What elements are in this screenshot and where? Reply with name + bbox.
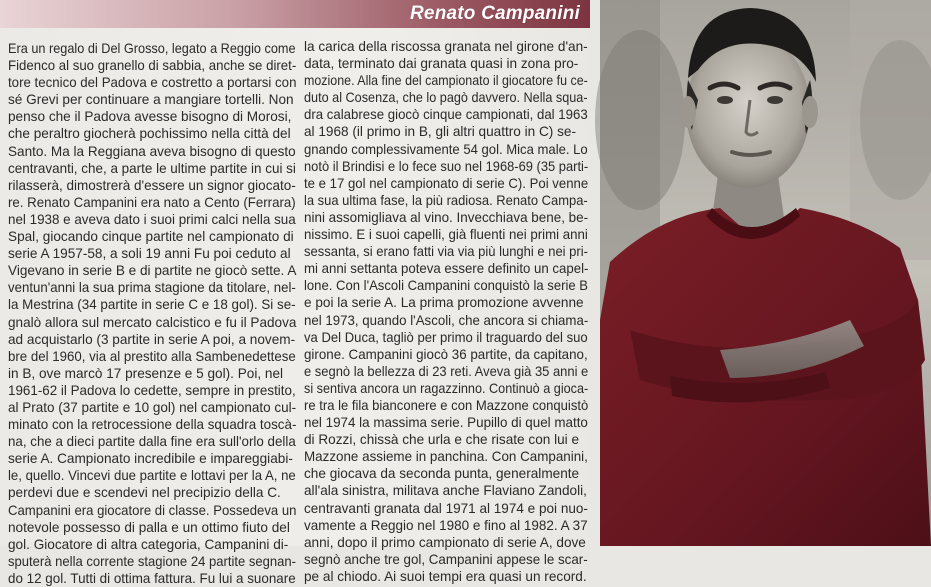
article-line: al 1968 (il primo in B, gli altri quattro in C) se- bbox=[304, 124, 576, 140]
article-line: rilasserà, dimostrerà d'essere un signor giocato- bbox=[8, 177, 296, 193]
article-column-left bbox=[8, 40, 296, 587]
article-line: segnò anche tre gol, Campanini appese le scar- bbox=[304, 551, 588, 567]
article-line: Mazzone assieme in panchina. Con Campanini, bbox=[304, 449, 588, 465]
article-line: penso che il Padova avesse bisogno di Morosi, bbox=[8, 109, 292, 125]
article-line: che giocava da seconda punta, generalmente bbox=[304, 466, 580, 482]
article-line: e segnò la bellezza di 23 reti. Aveva già 35 anni e bbox=[304, 363, 589, 379]
article-line: pe al chiodo. Ai suoi tempi era quasi un record. bbox=[304, 568, 587, 584]
article-line: nel 1938 e aveva dato i suoi primi calci nella sua bbox=[8, 211, 296, 227]
article-line: mi anni settanta poteva essere definito un capel- bbox=[304, 261, 589, 277]
article-line: Campanini era giocatore di classe. Possedeva un bbox=[8, 502, 297, 518]
player-photo bbox=[600, 0, 931, 546]
article-line: re. Renato Campanini era nato a Cento (Ferrara) bbox=[8, 194, 296, 210]
article-line: ventun'anni la sua prima stagione da titolare, nel- bbox=[8, 280, 296, 296]
article-title: Renato Campanini bbox=[410, 3, 580, 24]
article-line: va Del Duca, tagliò per primo il traguardo del suo bbox=[304, 329, 588, 345]
article-line: lone. Con l'Ascoli Campanini conquistò la serie B bbox=[304, 278, 589, 294]
article-line: e poi la serie A. La prima promozione avvenne bbox=[304, 295, 584, 311]
article-line: duto al Cosenza, che lo pagò davvero. Nella squa- bbox=[304, 90, 588, 106]
article-line: tore tecnico del Padova e costretto a portarsi con bbox=[8, 75, 297, 91]
article-line: dra calabrese giocò cinque campionati, dal 1963 bbox=[304, 107, 588, 123]
article-line: gnando complessivamente 54 gol. Mica male. Lo bbox=[304, 141, 588, 157]
article-line: serie A. Campionato incredibile e impareggiabi- bbox=[8, 451, 293, 467]
article-line: 1961-62 il Padova lo cedette, sempre in prestito, bbox=[8, 382, 296, 398]
article-line: centravanti granata dal 1971 al 1974 e poi nuo- bbox=[304, 500, 588, 516]
article-line: Spal, giocando cinque partite nel campionato di bbox=[8, 229, 294, 245]
article-line: sé Grevi per continuare a mangiare tortelli. Non bbox=[8, 92, 294, 108]
article-line: do 12 gol. Tutti di ottima fattura. Fu lui a suonare bbox=[8, 570, 296, 586]
article-line: Santo. Ma la Reggiana aveva bisogno di questo bbox=[8, 143, 296, 159]
article-line: minato con la retrocessione della squadra toscà- bbox=[8, 417, 297, 433]
article-line: nel 1973, quando l'Ascoli, che ancora si chiama- bbox=[304, 312, 589, 328]
article-line: girone. Campanini giocò 36 partite, da capitano, bbox=[304, 346, 588, 362]
article-line: all'ala sinistra, militava anche Flaviano Zandoli, bbox=[304, 483, 587, 499]
article-line: te e 17 gol nel campionato di serie C). Poi venne bbox=[304, 175, 589, 191]
article-line: Fidenco al suo granello di sabbia, anche se diret- bbox=[8, 58, 297, 74]
article-line: la Mestrina (34 partite in serie C e 18 gol). Si se- bbox=[8, 297, 296, 313]
article-line: centravanti, che, a parte le ultime partite in cui si bbox=[8, 160, 296, 176]
article-line: perdevi due e scendevi nel precipizio della C. bbox=[8, 485, 281, 501]
article-line: Vigevano in serie B e di partite ne giocò sette. A bbox=[8, 263, 297, 279]
article-line: vamente a Reggio nel 1980 e fino al 1982. A 37 bbox=[304, 517, 588, 533]
article-line: gol. Giocatore di altra categoria, Campanini di- bbox=[8, 536, 289, 552]
article-line: bre del 1960, via al prestito alla Sambenedettese bbox=[8, 348, 296, 364]
article-line: che peraltro giocherà pochissimo nella città del bbox=[8, 126, 291, 142]
article-line: na, che a dieci partite dalla fine era sull'orlo della bbox=[8, 434, 296, 450]
article-line: nel 1974 la massima serie. Pupillo di quel matto bbox=[304, 415, 588, 431]
article-line: le, quello. Vincevi due partite e lottavi per la A, ne bbox=[8, 468, 296, 484]
article-line: la sua ultima fase, la più radiosa. Renato Campa- bbox=[304, 192, 588, 208]
article-line: nini assomigliava al vino. Invecchiava bene, be- bbox=[304, 209, 589, 225]
player-portrait-image bbox=[600, 0, 931, 546]
article-line: mozione. Alla fine del campionato il giocatore fu ce- bbox=[304, 73, 588, 89]
article-line: notevole possesso di palla e un ottimo fiuto del bbox=[8, 519, 290, 535]
article-line: notò il Brindisi e lo fece suo nel 1968-69 (35 parti- bbox=[304, 158, 589, 174]
article-line: al Prato (37 partite e 10 gol) nel campionato cul- bbox=[8, 399, 297, 415]
article-line: la carica della riscossa granata nel girone d'an- bbox=[304, 39, 588, 54]
article-column-right bbox=[304, 38, 588, 585]
article-line: di Rozzi, chissà che urla e che risate con lui e bbox=[304, 432, 580, 448]
article-line: serie A 1957-58, a soli 19 anni Fu poi ceduto al bbox=[8, 246, 291, 262]
article-line: si sentiva ancora un ragazzinno. Continuò a gioca- bbox=[304, 380, 589, 396]
article-line: sputerà nella corrente stagione 24 partite segnan- bbox=[8, 553, 297, 569]
article-line: data, terminato dai granata quasi in zona pro- bbox=[304, 56, 579, 72]
article-line: ad acquistarlo (3 partite in serie A poi, a novem- bbox=[8, 331, 296, 347]
article-line: re tra le fila bianconere e con Mazzone conquistò bbox=[304, 397, 589, 413]
article-line: gnalò allora sul mercato calcistico e fu il Padova bbox=[8, 314, 297, 330]
article-line: nissimo. E i suoi capelli, già fluenti nei primi anni bbox=[304, 227, 588, 243]
article-line: anni, dopo il primo campionato di serie A, dove bbox=[304, 534, 586, 550]
title-banner bbox=[0, 0, 590, 28]
article-line: Era un regalo di Del Grosso, legato a Reggio come bbox=[8, 41, 296, 56]
article-line: in B, ove marcò 17 presenze e 5 gol). Poi, nel bbox=[8, 365, 284, 381]
article-line: sessanta, si erano fatti via via più lunghi e nei pri- bbox=[304, 244, 588, 260]
